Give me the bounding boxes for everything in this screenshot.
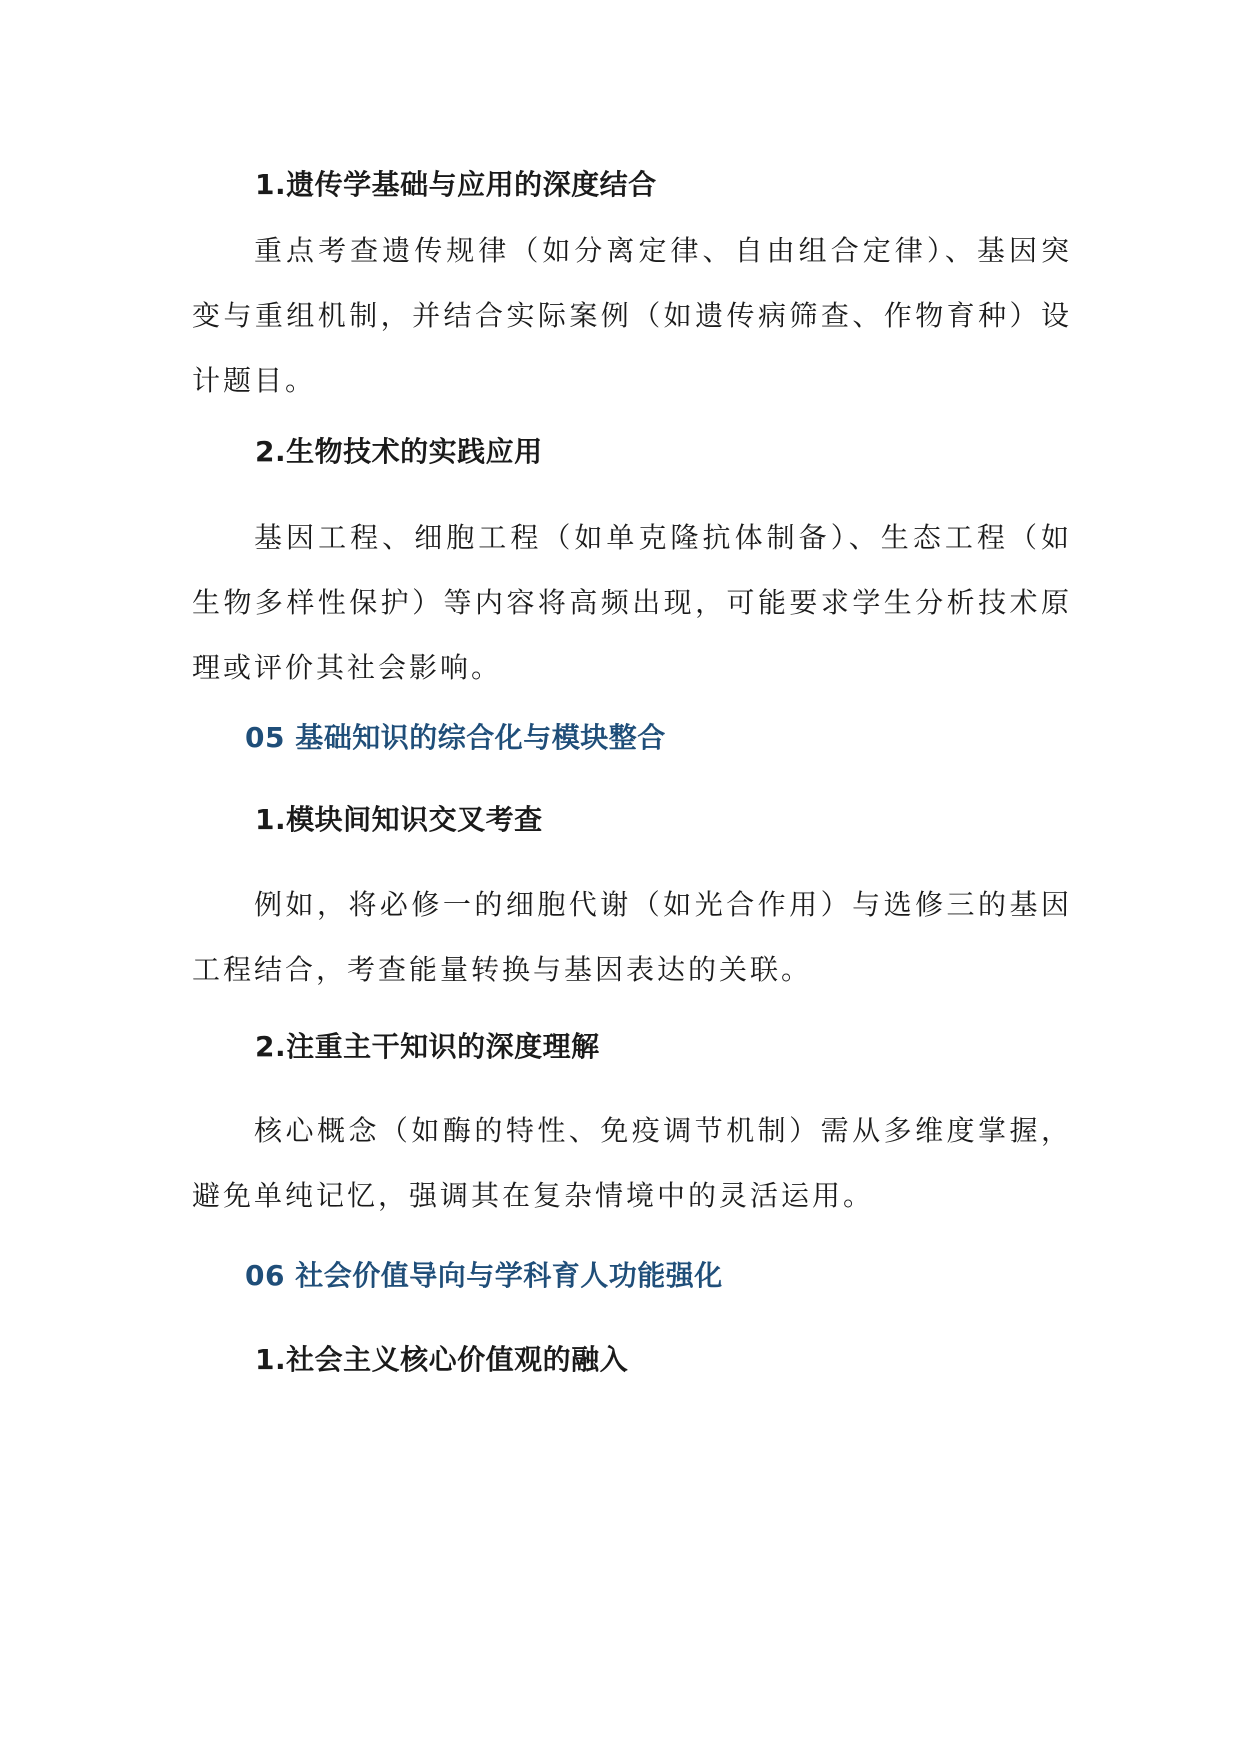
subsection-heading: 1.模块间知识交叉考查 (255, 803, 543, 836)
paragraph: 核心概念（如酶的特性、免疫调节机制）需从多维度掌握，避免单纯记忆，强调其在复杂情境中的灵活运用。 (192, 1114, 1072, 1212)
subsection-heading: 1.社会主义核心价值观的融入 (255, 1343, 629, 1376)
subsection-heading: 1.遗传学基础与应用的深度结合 (255, 168, 657, 201)
section-heading-06: 06 社会价值导向与学科育人功能强化 (245, 1259, 723, 1292)
subsection-heading: 2.注重主干知识的深度理解 (255, 1030, 600, 1063)
paragraph: 重点考查遗传规律（如分离定律、自由组合定律）、基因突变与重组机制，并结合实际案例（如遗传病筛查、作物育种）设计题目。 (192, 234, 1072, 397)
paragraph: 基因工程、细胞工程（如单克隆抗体制备）、生态工程（如生物多样性保护）等内容将高频出现，可能要求学生分析技术原理或评价其社会影响。 (192, 521, 1072, 684)
section-heading-05: 05 基础知识的综合化与模块整合 (245, 721, 666, 754)
subsection-heading: 2.生物技术的实践应用 (255, 435, 543, 468)
paragraph: 例如，将必修一的细胞代谢（如光合作用）与选修三的基因工程结合，考查能量转换与基因表达的关联。 (192, 888, 1072, 986)
